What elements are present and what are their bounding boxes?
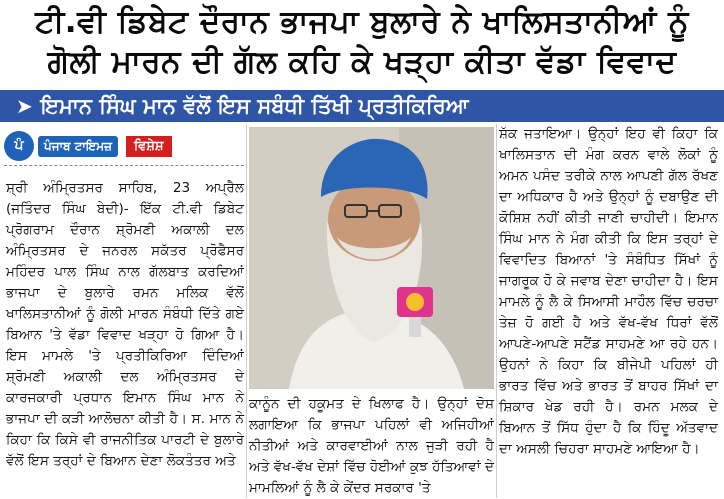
headline-line-1: ਟੀ.ਵੀ ਡਿਬੇਟ ਦੌਰਾਨ ਭਾਜਪਾ ਬੁਲਾਰੇ ਨੇ ਖਾਲਿਸਤਾਨੀਆਂ ਨੂੰ: [35, 4, 689, 40]
byline-bar: [4, 131, 244, 161]
column-left: [6, 178, 244, 472]
column-left-text: ਸ਼੍ਰੀ ਅੰਮ੍ਰਿਤਸਰ ਸਾਹਿਬ, 23 ਅਪ੍ਰੈਲ (ਜਤਿੰਦਰ ਸਿੰਘ ਬੇਦੀ)- ਇੱਕ ਟੀ.ਵੀ ਡਿਬੇਟ ਪ੍ਰੋਗਰਾਮ ਦੌਰਾਨ ਸ਼੍ਰੋਮਣੀ ਅਕਾਲੀ ਦਲ ਅੰਮ੍ਰਿਤਸਰ ਦੇ ਜਨਰਲ ਸਕੱਤਰ ਪ੍ਰੋਫੈਸਰ ਮਹਿੰਦਰ ਪਾਲ ਸਿੰਘ ਨਾਲ ਗੱਲਬਾਤ ਕਰਦਿਆਂ ਭਾਜਪਾ ਦੇ ਬੁਲਾਰੇ ਰਮਨ ਮਲਿਕ ਵੱਲੋਂ ਖਾਲਿਸਤਾਨੀਆਂ ਨੂੰ ਗੋਲੀ ਮਾਰਨ ਸੰਬੰਧੀ ਦਿੱਤੇ ਗਏ ਬਿਆਨ 'ਤੇ ਵੱਡਾ ਵਿਵਾਦ ਖੜ੍ਹਾ ਹੋ ਗਿਆ ਹੈ। ਇਸ ਮਾਮਲੇ 'ਤੇ ਪ੍ਰਤੀਕਿਰਿਆ ਦਿੰਦਿਆਂ ਸ਼੍ਰੋਮਣੀ ਅਕਾਲੀ ਦਲ ਅੰਮ੍ਰਿਤਸਰ ਦੇ ਕਾਰਜਕਾਰੀ ਪ੍ਰਧਾਨ ਇਮਾਨ ਸਿੰਘ ਮਾਨ ਨੇ ਭਾਜਪਾ ਦੀ ਕੜੀ ਆਲੋਚਨਾ ਕੀਤੀ ਹੈ। ਸ. ਮਾਨ ਨੇ ਕਿਹਾ ਕਿ ਕਿਸੇ ਵੀ ਰਾਜਨੀਤਿਕ ਪਾਰਟੀ ਦੇ ਬੁਲਾਰੇ ਵੱਲੋਂ ਇਸ ਤਰ੍ਹਾਂ ਦੇ ਬਿਆਨ ਦੇਣਾ ਲੋਕਤੰਤਰ ਅਤੇ: [6, 180, 244, 469]
brand-name: ਪੰਜਾਬ ਟਾਇਮਜ਼: [38, 136, 118, 157]
column-divider-1: [246, 124, 247, 498]
portrait-illustration: [249, 127, 494, 389]
subhead-text: ਇਮਾਨ ਸਿੰਘ ਮਾਨ ਵੱਲੋਂ ਇਸ ਸਬੰਧੀ ਤਿੱਖੀ ਪ੍ਰਤੀਕਿਰਿਆ: [40, 93, 469, 118]
byline-divider: [4, 165, 244, 166]
column-middle-text: ਕਾਨੂੰਨ ਦੀ ਹਕੂਮਤ ਦੇ ਖਿਲਾਫ ਹੈ। ਉਨ੍ਹਾਂ ਦੋਸ਼ ਲਗਾਇਆ ਕਿ ਭਾਜਪਾ ਪਹਿਲਾਂ ਵੀ ਅਜਿਹੀਆਂ ਨੀਤੀਆਂ ਅਤੇ ਕਾਰਵਾਈਆਂ ਨਾਲ ਜੁੜੀ ਰਹੀ ਹੈ ਅਤੇ ਵੱਖ-ਵੱਖ ਦੇਸ਼ਾਂ ਵਿੱਚ ਹੋਈਆਂ ਕੁਝ ਹੱਤਿਆਵਾਂ ਦੇ ਮਾਮਲਿਆਂ ਨੂੰ ਲੈ ਕੇ ਕੇਂਦਰ ਸਰਕਾਰ 'ਤੇ: [249, 396, 494, 496]
special-tag: ਵਿਸ਼ੇਸ਼: [126, 136, 172, 157]
brand-logo: ਪੰ: [4, 131, 34, 161]
column-divider-2: [496, 124, 497, 498]
arrow-right-icon: ➤: [16, 94, 33, 118]
column-right: [499, 124, 718, 460]
column-right-text: ਸ਼ੱਕ ਜਤਾਇਆ। ਉਨ੍ਹਾਂ ਇਹ ਵੀ ਕਿਹਾ ਕਿ ਖਾਲਿਸਤਾਨ ਦੀ ਮੰਗ ਕਰਨ ਵਾਲੇ ਲੋਕਾਂ ਨੂੰ ਅਮਨ ਪਸੰਦ ਤਰੀਕੇ ਨਾਲ ਆਪਣੀ ਗੱਲ ਰੱਖਣ ਦਾ ਅਧਿਕਾਰ ਹੈ ਅਤੇ ਉਨ੍ਹਾਂ ਨੂੰ ਦਬਾਉਣ ਦੀ ਕੋਸ਼ਿਸ਼ ਨਹੀਂ ਕੀਤੀ ਜਾਣੀ ਚਾਹੀਦੀ। ਇਮਾਨ ਸਿੰਘ ਮਾਨ ਨੇ ਮੰਗ ਕੀਤੀ ਕਿ ਇਸ ਤਰ੍ਹਾਂ ਦੇ ਵਿਵਾਦਿਤ ਬਿਆਨਾਂ 'ਤੇ ਸੰਬੰਧਿਤ ਸਿੱਖਾਂ ਨੂੰ ਜਾਗਰੂਕ ਹੋ ਕੇ ਜਵਾਬ ਦੇਣਾ ਚਾਹੀਦਾ ਹੈ। ਇਸ ਮਾਮਲੇ ਨੂੰ ਲੈ ਕੇ ਸਿਆਸੀ ਮਾਹੌਲ ਵਿੱਚ ਚਰਚਾ ਤੇਜ਼ ਹੋ ਗਈ ਹੈ ਅਤੇ ਵੱਖ-ਵੱਖ ਧਿਰਾਂ ਵੱਲੋਂ ਆਪਣੇ-ਆਪਣੇ ਸਟੈਂਡ ਸਾਹਮਣੇ ਆ ਰਹੇ ਹਨ। ਉਹਨਾਂ ਨੇ ਕਿਹਾ ਕਿ ਬੀਜੇਪੀ ਪਹਿਲਾਂ ਹੀ ਭਾਰਤ ਵਿੱਚ ਅਤੇ ਭਾਰਤ ਤੋਂ ਬਾਹਰ ਸਿੱਖਾਂ ਦਾ ਸ਼ਿਕਾਰ ਖੇਡ ਰਹੀ ਹੈ। ਰਮਨ ਮਲਕ ਦੇ ਬਿਆਨ ਤੋਂ ਸਿੱਧ ਹੁੰਦਾ ਹੈ ਕਿ ਹਿੰਦੂ ਅੱਤਵਾਦ ਦਾ ਅਸਲੀ ਚਿਹਰਾ ਸਾਹਮਣੇ ਆਇਆ ਹੈ।: [499, 126, 718, 457]
subhead-bar: [0, 90, 724, 122]
headline-line-2: ਗੋਲੀ ਮਾਰਨ ਦੀ ਗੱਲ ਕਹਿ ਕੇ ਖੜ੍ਹਾ ਕੀਤਾ ਵੱਡਾ ਵਿਵਾਦ: [47, 44, 677, 80]
news-photo: [249, 127, 494, 389]
headline: [4, 2, 720, 82]
column-middle: [249, 394, 494, 499]
